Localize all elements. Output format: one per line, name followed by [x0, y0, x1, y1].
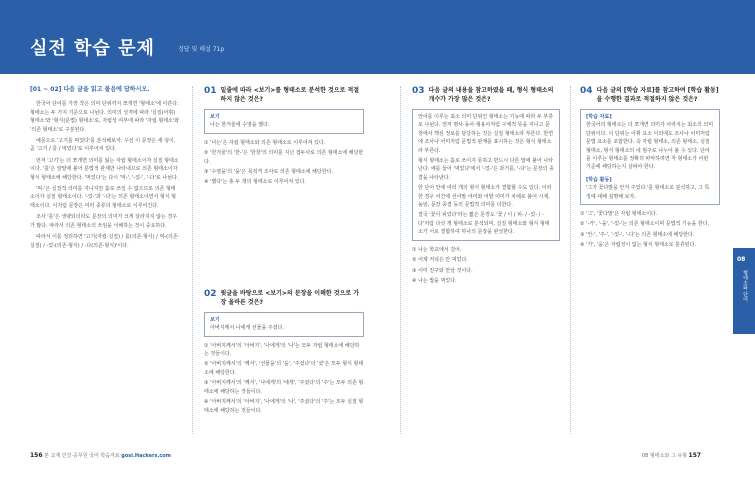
- learning-activity-text: '그가 꽃다발을 안겨 주었다.'를 형태소로 분석하고, 그 특징에 대해 설명해 보자.: [586, 185, 710, 200]
- passage-paragraph: 언어를 이루는 최소 의미 단위인 형태소는 기능에 따라 두 부류로 나뉜다. 먼저 명사·동사·형용사처럼 구체적 뜻을 지니고 문장에서 핵심 정보를 담당하는 것은 실질 형태소라 부른다. 반면에 조사나 어미처럼 문법적 관계를 표시하는 것은 형식 형태소라 부른다.: [418, 114, 554, 154]
- answer-option[interactable]: ① '아버지께서'의 '아버지', '나에게'의 '나'는 모두 자립 형태소에 해당하는 것들이다.: [204, 342, 360, 358]
- answer-option[interactable]: ④ '했다'는 총 두 개의 형태소로 이루어져 있다.: [204, 179, 307, 186]
- answer-option[interactable]: ③ '수영을'의 '을'은 목적격 조사로 의존 형태소에 해당한다.: [204, 169, 333, 176]
- answer-option[interactable]: ② '아버지께서'의 '께서', '선물을'의 '을', '주셨다'의 '셨'은 모두 형식 형태소에 해당한다.: [204, 361, 364, 376]
- passage-paragraph: 형식 형태소는 홀로 쓰이지 못하고 반드시 다른 말에 붙어 나타난다. 예를 들어 '먹었다'에서 '-었-'은 과거를, '-다'는 문장의 종결을 나타낸다.: [418, 158, 554, 181]
- question-01: [204, 86, 364, 187]
- reading-passage: [30, 86, 180, 253]
- passage-paragraph: 따라서 이를 정리하면 '고기(자립·실질) / 를(의존·형식) / 먹-(의존·실질) / -었-(의존·형식) / -다(의존·형식)'이다.: [30, 234, 180, 249]
- left-footer: [30, 452, 171, 459]
- question-column-2: [412, 86, 560, 287]
- page-gutter: [400, 86, 401, 434]
- example-box-text: 아버지께서 나에게 선물을 주셨다.: [210, 325, 284, 332]
- footer-note: 본 교재 인강·공무원 국어 학습자료: [44, 453, 120, 459]
- chapter-label: 형태소와 단어: [742, 270, 748, 302]
- question-number: 01: [204, 86, 217, 96]
- passage-paragraph: 한 단어 안에 여러 개의 형식 형태소가 결합할 수도 있다. 이러한 경우 어간에 선어말 어미와 어말 어미가 차례로 붙어 시제, 높임, 문장 종결 등의 문법적 의미를 더한다.: [418, 185, 552, 209]
- answer-option[interactable]: ③ '아버지께서'의 '께서', '나에게'의 '에게', '주셨다'의 '주'는 모두 의존 형태소에 해당하는 것들이다.: [204, 380, 364, 395]
- page-title: 실전 학습 문제: [30, 38, 155, 59]
- example-box-label: 보기: [210, 316, 220, 323]
- passage-paragraph: '먹-'은 실질적 의미를 지니지만 홀로 쓰일 수 없으므로 의존 형태소이자 실질 형태소이다. '-었-'과 '-다'는 의존 형태소이면서 형식 형태소이다. 이처럼 문장은 여러 종류의 형태소로 이루어진다.: [30, 186, 176, 209]
- question-text: 다음 글의 내용을 참고하였을 때, 형식 형태소의 개수가 가장 많은 것은?: [428, 87, 554, 103]
- answer-option[interactable]: ① '그', '꽃다발'은 자립 형태소이다.: [580, 211, 658, 218]
- footer-chapter: 08 형태소와 그 유형: [642, 453, 687, 459]
- question-column-1: [204, 86, 364, 417]
- answer-option[interactable]: ② '-가', '-을', '-었-'는 의존 형태소이며 문법적 기능을 한다.: [580, 221, 710, 228]
- question-04: [580, 86, 720, 250]
- answer-option[interactable]: ④ '가', '을'은 자립성이 없는 형식 형태소로 분류된다.: [580, 242, 697, 249]
- right-footer: [642, 452, 701, 459]
- question-02: [204, 289, 364, 415]
- header-banner: [0, 0, 755, 74]
- answer-option[interactable]: ④ '아버지께서'의 '아버지', '나에게'의 '나', '주셨다'의 '주'는 모두 실질 형태소에 해당하는 것들이다.: [204, 399, 364, 414]
- example-box-label: 보기: [210, 114, 220, 120]
- answer-option[interactable]: ② '한겨울'의 '한-'은 '한창'의 의미를 지닌 접두사로 의존 형태소에 해당한다.: [204, 150, 364, 165]
- question-column-3: [580, 86, 720, 252]
- passage-paragraph: 한국어 단어를 가장 작은 의미 단위까지 쪼개면 '형태소'에 이른다. 형태소는 두 가지 기준으로 나뉜다. 의미의 성격에 따라 '실질(어휘) 형태소'와 '형식(문법) 형태소'로, 자립성 여부에 따라 '자립 형태소'와 '의존 형태소'로 구분된다.: [30, 101, 180, 133]
- question-text: 다음 글의 [학습 자료]를 참고하여 [학습 활동]을 수행한 결과로 적절하지 않은 것은?: [596, 87, 719, 103]
- learning-material-text: 한국어의 형태소는 더 쪼개면 의미가 사라지는 최소의 의미 단위이다. 이 단위는 어휘 요소 이외에도 조사나 어미처럼 문법 요소를 포함한다. 즉 자립 형태소, 의존 형태소, 실질 형태소, 형식 형태소의 네 범주로 나누어 볼 수 있다. 단어를 이루는 형태소를 정확히 파악하려면 각 형태소가 어떤 기준에 해당하는지 살펴야 한다.: [586, 122, 714, 171]
- column-divider: [570, 86, 571, 434]
- learning-activity-label: [학습 활동]: [586, 176, 612, 183]
- answer-option[interactable]: ④ 나는 밥을 먹었다.: [412, 277, 457, 284]
- page-subtitle: 정답 및 해설 71p: [178, 46, 225, 53]
- question-number: 03: [412, 86, 425, 96]
- question-03: [412, 86, 560, 285]
- column-divider: [192, 86, 193, 434]
- learning-material-box: [580, 109, 720, 205]
- chapter-side-tab: [733, 248, 755, 334]
- page-number-right: 157: [688, 452, 702, 459]
- chapter-number: 08: [737, 256, 746, 263]
- question-number: 02: [204, 288, 217, 299]
- question-text: 윗글을 바탕으로 <보기>의 문장을 이해한 것으로 가장 올바른 것은?: [220, 289, 360, 306]
- question-text: 밑줄에 따라 <보기>를 형태소로 분석한 것으로 적절하지 않은 것은?: [220, 87, 360, 103]
- passage-paragraph: 결국 '꽃이 피었다'라는 짧은 문장도 '꽃 / 이 / 피- / -었- / -다'처럼 다섯 개 형태소로 분석되며, 실질 형태소와 형식 형태소가 서로 결합하여 하나의 문장을 완성한다.: [418, 212, 550, 236]
- passage-box: [412, 109, 560, 241]
- page-number-left: 156: [30, 452, 43, 459]
- question-number: 04: [580, 86, 593, 96]
- passage-heading: [01 ~ 02] 다음 글을 읽고 물음에 답하시오.: [30, 86, 150, 93]
- answer-option[interactable]: ③ '안-', '주-', '-었-', '-다'는 의존 형태소에 해당한다.: [580, 231, 695, 238]
- footer-url[interactable]: gosi.Hackers.com: [121, 453, 171, 459]
- learning-material-label: [학습 자료]: [586, 114, 612, 120]
- example-box: [204, 109, 364, 134]
- answer-option[interactable]: ① 나는 학교에서 걸어.: [412, 246, 462, 253]
- example-box-text: 나는 한겨울에 수영을 했다.: [210, 122, 270, 129]
- answer-option[interactable]: ① '나는'은 자립 형태소와 의존 형태소로 이루어져 있다.: [204, 139, 326, 146]
- answer-option[interactable]: ② 어제 저녁은 안 먹었다.: [412, 257, 468, 264]
- passage-paragraph: 조사 '를'은 생략되더라도 문장의 의미가 크게 달라지지 않는 경우가 많다. 따라서 의존 형태소의 쓰임을 이해하는 것이 중요하다.: [30, 214, 178, 229]
- passage-paragraph: 예문으로 '고기를 먹었다'를 분석해보자. 우선 이 문장은 세 덩이, 곧 '고기 / 를 / 먹었다'로 이루어져 있다.: [30, 138, 176, 153]
- passage-paragraph: 먼저 '고기'는 더 쪼개면 의미를 잃는 자립 형태소이자 실질 형태소이다. '를'은 앞말에 붙어 문법적 관계만 나타내므로 의존 형태소이자 형식 형태소에 해당한다. '먹었다'는 다시 '먹-', '-었-', '-다'로 나뉜다.: [30, 157, 179, 181]
- example-box: [204, 312, 364, 337]
- answer-option[interactable]: ③ 이미 친구와 만날 것이다.: [412, 267, 473, 274]
